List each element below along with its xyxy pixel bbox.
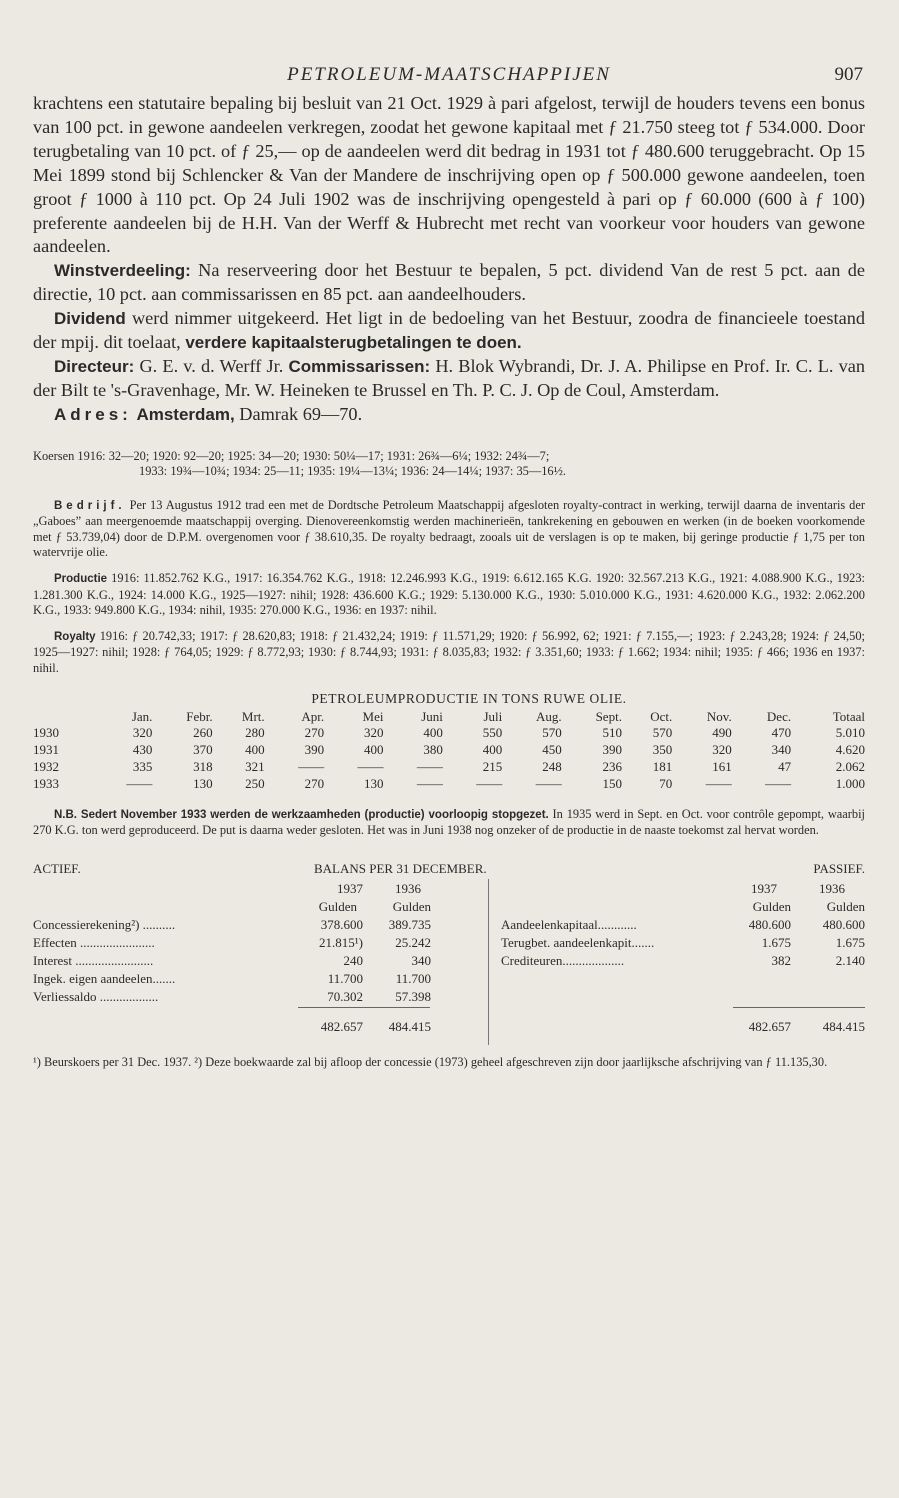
left-year-1937: 1937 [337,880,363,896]
header-year [33,709,93,726]
item-label: Interest [33,952,72,968]
left-year-1936: 1936 [395,880,421,896]
table-cell: 161 [712,759,732,775]
koersen-line-2: 1933: 19¾—10¾; 1934: 25—11; 1935: 19¼—13¼; 1936: 24—14¼; 1937: 35—16½. [139,464,567,479]
leader-dots: .......... [139,916,176,932]
item-label: Concessierekening²) [33,916,140,932]
balance-left-1936: 340 [411,952,431,968]
balance-left-1937: 11.700 [327,970,363,986]
table-cell: 181 [652,759,673,775]
balance-right-label [501,953,624,969]
item-label: Crediteuren [501,952,563,968]
row-year: 1933 [33,775,59,791]
productie-paragraph [33,571,865,619]
balance-sheet [33,861,865,1051]
balance-left-1937: 21.815¹) [319,934,363,950]
production-table [33,709,865,793]
header-month: Mrt. [241,708,265,724]
leader-dots: ....... [631,934,655,950]
right-total-1936: 484.415 [822,1018,865,1034]
header-month: Apr. [301,708,325,724]
table-cell: 318 [193,759,213,775]
table-cell: 248 [542,759,562,775]
header-month: Aug. [536,708,562,724]
table-cell: 450 [542,742,562,758]
koersen-line-1: Koersen 1916: 32—20; 1920: 92—20; 1925: 34—20; 1930: 50¼—17; 1931: 26¾—6¼; 1932: 24¾—7; [33,448,550,463]
table-cell: 320 [363,725,384,741]
leader-dots: ........................ [71,952,154,968]
table-cell: 570 [542,725,562,741]
balance-right-label [501,935,654,951]
page-number: 907 [834,64,863,85]
table-cell: 320 [132,725,153,741]
left-total-1937: 482.657 [320,1018,363,1034]
header-month: Juni [421,708,443,724]
balance-left-label [33,989,158,1005]
productie-section [33,571,865,619]
table-cell: 321 [245,759,265,775]
leader-dots: ................... [562,952,625,968]
balance-left-1936: 11.700 [395,970,431,986]
balance-title: BALANS PER 31 DECEMBER. [314,860,487,876]
balance-left-1936: 389.735 [388,916,431,932]
item-label: Verliessaldo [33,988,97,1004]
item-label: Aandeelenkapitaal [501,916,598,932]
leader-dots: ....................... [76,934,155,950]
header-month: Mei [362,708,384,724]
adres-city: Amsterdam, [136,404,235,424]
balance-right-label [501,917,637,933]
item-label: Terugbet. aandeelenkapit [501,934,632,950]
table-row [33,776,865,793]
header-month: Febr. [186,708,213,724]
table-cell: 130 [363,775,384,791]
bedrijf-label: Bedrijf. [54,499,126,512]
bedrijf-section [33,498,865,561]
productie-label: Productie [54,573,108,586]
table-cell: 2.062 [835,759,865,775]
leader-dots: .................. [96,988,159,1004]
left-unit-1936: Gulden [392,898,431,914]
bedrijf-paragraph [33,498,865,561]
table-cell: 400 [482,742,503,758]
document-page [33,58,865,1070]
table-cell: —— [416,759,443,775]
table-cell: 47 [778,759,792,775]
dividend-paragraph [33,307,865,355]
directeur-label: Directeur: [54,356,135,376]
item-label: Effecten [33,934,77,950]
balance-left-1937: 240 [343,952,363,968]
table-cell: 550 [482,725,503,741]
right-year-1936: 1936 [819,880,845,896]
balance-left-1936: 25.242 [395,934,431,950]
right-unit-1937: Gulden [752,898,791,914]
balance-left-label [33,917,175,933]
balance-divider [488,879,489,1045]
leader-dots: ............ [597,916,637,932]
table-cell: 430 [132,742,153,758]
adres-paragraph [33,403,865,427]
left-total-1936: 484.415 [388,1018,431,1034]
row-year: 1930 [33,725,59,741]
table-row [33,725,865,742]
winst-label: Winstverdeeling: [54,261,191,281]
table-cell: 400 [363,742,384,758]
header-month: Sept. [595,708,622,724]
table-cell: 150 [602,775,622,791]
table-cell: 340 [771,742,792,758]
table-cell: 335 [132,759,153,775]
table-cell: 380 [423,742,443,758]
commissarissen-text: H. Blok Wybrandi, Dr. J. A. Philipse en Prof. Ir. C. L. van der Bilt te 's-Gravenhage, Mr. W. Heineken te Brussel en Th. P. C. J. Op de Coul, Amsterdam. [33,355,865,400]
royalty-paragraph [33,629,865,677]
balance-left-label [33,935,155,951]
table-cell: 350 [652,742,673,758]
winstverdeeling-paragraph [33,259,865,307]
header-month: Juli [483,708,503,724]
nb-label: N.B. Sedert November 1933 werden de werkzaamheden (productie) voorloopig stopgezet. [54,808,549,821]
adres-street: Damrak 69—70. [234,403,363,424]
balance-right-1937: 1.675 [761,934,791,950]
table-cell: 1.000 [835,775,865,791]
table-cell: 570 [652,725,673,741]
balance-left-label [33,953,153,969]
right-total-rule [733,1007,865,1008]
table-cell: 5.010 [835,725,865,741]
table-cell: —— [705,775,732,791]
table-cell: 250 [245,775,265,791]
adres-label: Adres: [54,404,132,424]
left-total-rule [298,1007,430,1008]
table-cell: 400 [423,725,443,741]
balance-right-1937: 382 [771,952,791,968]
row-year: 1932 [33,759,59,775]
production-table-body [33,725,865,792]
winst-text: Na reserveering door het Bestuur te bepalen, 5 pct. dividend Van de rest 5 pct. aan de directie, 10 pct. aan commissarissen en 85 pct. aan aandeelhouders. [33,260,865,305]
table-row [33,759,865,776]
running-title: PETROLEUM-MAATSCHAPPIJEN [287,64,611,85]
table-cell: 510 [602,725,622,741]
item-label: Ingek. eigen aandeelen [33,970,153,986]
directeur-paragraph [33,355,865,403]
table-cell: —— [765,775,792,791]
nb-paragraph [33,807,865,839]
table-cell: 390 [602,742,622,758]
table-cell: 236 [602,759,622,775]
leader-dots: ....... [152,970,176,986]
royalty-text: 1916: ƒ 20.742,33; 1917: ƒ 28.620,83; 1918: ƒ 21.432,24; 1919: ƒ 11.571,29; 1920: ƒ 56.992, 62; 1921: ƒ 7.155,—; 1923: ƒ 2.243,28; 1924: ƒ 24,50; 1925—1927: nihil; 1928: ƒ 764,05; 1929: ƒ 8.772,93; 1930: ƒ 8.744,93; 1931: ƒ 8.035,83; 1932: ƒ 3.351,60; 1933: ƒ 1.662; 1934: nihil; 1935: ƒ 466; 1936 en 1937: nihil. [33,628,865,676]
balance-left-1937: 378.600 [320,916,363,932]
dividend-bold-tail: verdere kapitaalsterugbetalingen te doen. [185,333,522,353]
header-month: Jan. [131,708,153,724]
directeur-name: G. E. v. d. Werff Jr. [134,355,289,376]
table-cell: —— [416,775,443,791]
table-cell: 260 [193,725,213,741]
header-month: Dec. [766,708,792,724]
nb-section [33,807,865,839]
table-cell: —— [476,775,503,791]
passief-heading: PASSIEF. [813,860,865,876]
left-unit-1937: Gulden [318,898,357,914]
balance-right-1936: 480.600 [822,916,865,932]
royalty-label: Royalty [54,630,96,643]
table-cell: —— [126,775,153,791]
right-unit-1936: Gulden [826,898,865,914]
table-cell: 270 [304,775,325,791]
dividend-label: Dividend [54,309,126,329]
balance-left-1936: 57.398 [395,988,431,1004]
footnote: ¹) Beurskoers per 31 Dec. 1937. ²) Deze boekwaarde zal bij afloop der concessie (1973) geheel afgeschreven zijn door jaarlijksche afschrijving van ƒ 11.135,30. [33,1054,828,1069]
actief-heading: ACTIEF. [33,860,81,876]
table-cell: 370 [193,742,213,758]
koersen-block [33,449,865,480]
balance-left-1937: 70.302 [327,988,363,1004]
table-cell: 280 [245,725,265,741]
table-cell: 390 [304,742,325,758]
table-cell: —— [535,775,562,791]
dividend-text: werd nimmer uitgekeerd. Het ligt in de bedoeling van het Bestuur, zoodra de financieele toestand der mpij. dit toelaat, [33,308,865,353]
balance-right-1936: 2.140 [835,952,865,968]
table-cell: 215 [482,759,503,775]
table-cell: 470 [771,725,792,741]
production-table-header [33,709,865,726]
intro-paragraph: krachtens een statutaire bepaling bij besluit van 21 Oct. 1929 à pari afgelost, terwijl de houders tevens een bonus van 100 pct. in gewone aandeelen verkregen, zoodat het gewone kapitaal met ƒ 21.750 steeg tot ƒ 534.000. Door terugbetaling van 10 pct. of ƒ 25,— op de aandeelen werd dit bedrag in 1931 tot ƒ 480.600 teruggebracht. Op 15 Mei 1899 stond bij Schlencker & Van der Mandere de inschrijving open op ƒ 500.000 gewone aandeelen, toen groot ƒ 1000 à 110 pct. Op 24 Juli 1902 was de inschrijving opengesteld à pari op ƒ 60.000 (600 à ƒ 100) preferente aandeelen bij de H.H. Van der Werff & Hubrecht met recht van voorkeur voor houders van gewone aandeelen. [33,93,865,257]
bedrijf-text: Per 13 Augustus 1912 trad een met de Dordtsche Petroleum Maatschappij afgesloten royalty-contract in werking, terwijl daarna de inventaris der „Gaboes” aan meergenoemde maatschappij overging. Dienovereenkomstig werden machinerieën, tankrekening en gebouwen en werken (in de boeken voorkomende met ƒ 53.739,04) door de D.P.M. overgenomen voor ƒ 38.610,35. De royalty bedraagt, zooals uit de verslagen is op te maken, bij geringe productie ƒ 1,75 per ton watervrije olie. [33,497,865,560]
table-cell: 130 [193,775,213,791]
right-year-1937: 1937 [751,880,777,896]
production-table-title: PETROLEUMPRODUCTIE IN TONS RUWE OLIE. [311,690,627,706]
table-cell: 490 [712,725,732,741]
table-cell: —— [357,759,384,775]
balance-left-label [33,971,175,987]
right-total-1937: 482.657 [748,1018,791,1034]
table-cell: 70 [659,775,673,791]
table-cell: 270 [304,725,325,741]
header-month: Oct. [650,708,673,724]
table-cell: —— [298,759,325,775]
header-month: Totaal [832,708,865,724]
royalty-section [33,629,865,677]
balance-right-1936: 1.675 [835,934,865,950]
nb-text: In 1935 werd in Sept. en Oct. voor contrôle gepompt, waarbij 270 K.G. ton werd geproduceerd. De put is daarna weder gesloten. Het was in Juni 1938 nog onzeker of de productie in de naaste toekomst zal hervat worden. [33,806,865,838]
header-month: Nov. [706,708,732,724]
productie-text: 1916: 11.852.762 K.G., 1917: 16.354.762 K.G., 1918: 12.246.993 K.G., 1919: 6.612.165 K.G. 1920: 32.567.213 K.G., 1921: 4.088.900 K.G., 1923: 1.281.300 K.G., 1924: 14.000 K.G., 1925—1927: nihil; 1928: 436.600 K.G.; 1929: 5.130.000 K.G., 1930: 5.010.000 K.G., 1931: 4.620.000 K.G., 1932: 2.062.200 K.G., 1933: 949.800 K.G., 1934: nihil, 1935: 270.000 K.G., 1936: en 1937: nihil. [33,571,865,618]
commissarissen-label: Commissarissen: [288,356,431,376]
balance-right-1937: 480.600 [748,916,791,932]
page-header [33,58,865,92]
row-year: 1931 [33,742,59,758]
main-text [33,92,865,427]
table-cell: 400 [245,742,265,758]
table-row [33,742,865,759]
table-cell: 320 [712,742,732,758]
table-cell: 4.620 [835,742,865,758]
